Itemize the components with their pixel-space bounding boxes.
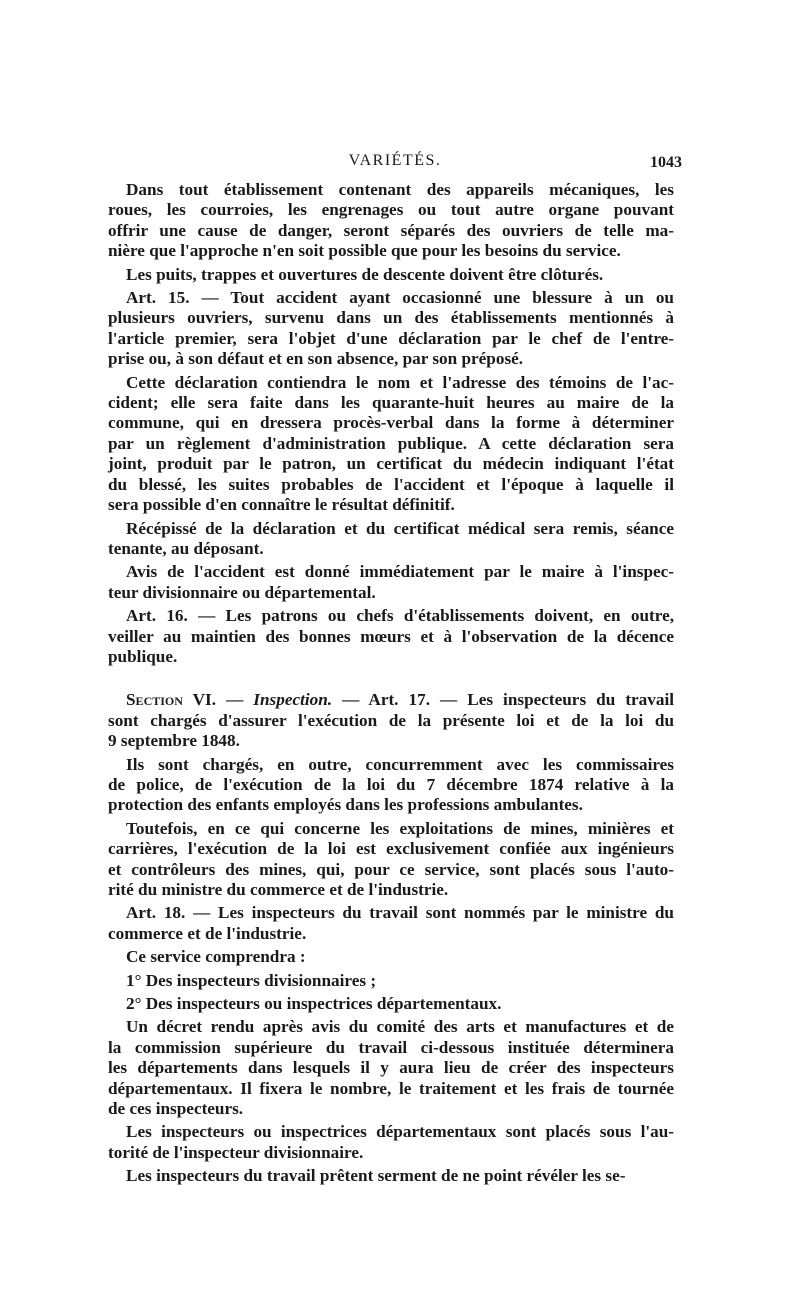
paragraph bbox=[108, 265, 674, 285]
text-line: sera possible d'en connaître le résultat définitif. bbox=[108, 495, 455, 515]
text-line: roues, les courroies, les engrenages ou tout autre organe pouvant bbox=[108, 200, 674, 220]
text-line: Les inspecteurs du travail prêtent serment de ne point révéler les se- bbox=[126, 1166, 626, 1186]
text-line: nière que l'approche n'en soit possible que pour les besoins du service. bbox=[108, 241, 621, 261]
paragraph bbox=[108, 819, 674, 901]
text-line: prise ou, à son défaut et en son absence, par son préposé. bbox=[108, 349, 524, 369]
section-dash: — bbox=[216, 690, 254, 710]
text-line: les départements dans lesquels il y aura lieu de créer des inspecteurs bbox=[108, 1058, 674, 1078]
text-line: la commission supérieure du travail ci-dessous instituée déterminera bbox=[108, 1037, 674, 1057]
text-line: de ces inspecteurs. bbox=[108, 1099, 244, 1119]
paragraph bbox=[108, 1017, 674, 1119]
text-line: Récépissé de la déclaration et du certificat médical sera remis, séance bbox=[126, 518, 674, 538]
running-title: VARIÉTÉS. bbox=[348, 152, 442, 169]
text-line: offrir une cause de danger, seront séparés des ouvriers de telle ma- bbox=[108, 220, 674, 240]
text-block-2 bbox=[108, 755, 674, 1187]
text-line: commerce et de l'industrie. bbox=[108, 923, 307, 943]
text-line: Cette déclaration contiendra le nom et l'adresse des témoins de l'ac- bbox=[126, 372, 674, 392]
text-line: Les puits, trappes et ouvertures de descente doivent être clôturés. bbox=[126, 264, 604, 284]
text-line: protection des enfants employés dans les professions ambulantes. bbox=[108, 795, 583, 815]
paragraph bbox=[108, 373, 674, 516]
paragraph bbox=[108, 1166, 674, 1186]
page-number: 1043 bbox=[650, 154, 682, 171]
paragraph bbox=[108, 562, 674, 603]
text-line: sont chargés d'assurer l'exécution de la présente loi et de la loi du bbox=[108, 710, 674, 730]
paragraph bbox=[108, 519, 674, 560]
text-line: Dans tout établissement contenant des appareils mécaniques, les bbox=[126, 180, 674, 199]
paragraph bbox=[108, 971, 674, 991]
paragraph bbox=[108, 1122, 674, 1163]
text-line: Les inspecteurs ou inspectrices départementaux sont placés sous l'au- bbox=[126, 1122, 674, 1142]
text-line: publique. bbox=[108, 646, 178, 666]
text-block-1 bbox=[108, 180, 674, 667]
paragraph bbox=[108, 994, 674, 1014]
page-body bbox=[108, 180, 674, 1190]
paragraph bbox=[108, 755, 674, 816]
text-line: cident; elle sera faite dans les quarante-huit heures au maire de la bbox=[108, 393, 674, 413]
section-heading-paragraph bbox=[108, 690, 674, 751]
text-line: 1° Des inspecteurs divisionnaires ; bbox=[126, 970, 377, 990]
paragraph bbox=[108, 288, 674, 370]
text-line: Ils sont chargés, en outre, concurremment avec les commissaires bbox=[126, 754, 674, 774]
text-line: commune, qui en dressera procès-verbal dans la forme à déterminer bbox=[108, 413, 674, 433]
text-line: carrières, l'exécution de la loi est exclusivement confiée aux ingénieurs bbox=[108, 839, 674, 859]
paragraph bbox=[108, 606, 674, 667]
text-line: de police, de l'exécution de la loi du 7 décembre 1874 relative à la bbox=[108, 774, 674, 794]
paragraph bbox=[108, 947, 674, 967]
text-line: l'article premier, sera l'objet d'une déclaration par le chef de l'entre- bbox=[108, 328, 674, 348]
text-line: tenante, au déposant. bbox=[108, 538, 264, 558]
text-line: Art. 16. — Les patrons ou chefs d'établissements doivent, en outre, bbox=[126, 606, 674, 626]
text-line: du blessé, les suites probables de l'accident et l'époque à laquelle il bbox=[108, 474, 674, 494]
text-line: Ce service comprendra : bbox=[126, 947, 306, 967]
paragraph bbox=[108, 903, 674, 944]
text-line: plusieurs ouvriers, survenu dans un des établissements mentionnés à bbox=[108, 308, 674, 328]
text-line: Avis de l'accident est donné immédiatement par le maire à l'inspec- bbox=[126, 562, 674, 582]
text-line: veiller au maintien des bonnes mœurs et à l'observation de la décence bbox=[108, 626, 674, 646]
page-header bbox=[108, 152, 682, 178]
text-line: départementaux. Il fixera le nombre, le traitement et les frais de tournée bbox=[108, 1078, 674, 1098]
section-spacer bbox=[108, 670, 674, 690]
text-line: Art. 15. — Tout accident ayant occasionné une blessure à un ou bbox=[126, 288, 674, 308]
section-label: Section VI. bbox=[126, 690, 217, 710]
text-line: rité du ministre du commerce et de l'industrie. bbox=[108, 880, 449, 899]
section-first-line-rest: — Art. 17. — Les inspecteurs du travail bbox=[332, 690, 674, 710]
text-line: 2° Des inspecteurs ou inspectrices départementaux. bbox=[126, 994, 502, 1014]
text-line: joint, produit par le patron, un certificat du médecin indiquant l'état bbox=[108, 454, 674, 474]
text-line: teur divisionnaire ou départemental. bbox=[108, 582, 376, 602]
text-line: torité de l'inspecteur divisionnaire. bbox=[108, 1142, 364, 1162]
section-title: Inspection. bbox=[253, 690, 333, 710]
text-line: et contrôleurs des mines, qui, pour ce service, sont placés sous l'auto- bbox=[108, 859, 674, 879]
text-line: Toutefois, en ce qui concerne les exploitations de mines, minières et bbox=[126, 818, 674, 838]
text-line: Un décret rendu après avis du comité des arts et manufactures et de bbox=[126, 1017, 674, 1037]
text-line: 9 septembre 1848. bbox=[108, 731, 240, 751]
text-line: par un règlement d'administration publique. A cette déclaration sera bbox=[108, 433, 674, 453]
paragraph bbox=[108, 180, 674, 262]
text-line: Art. 18. — Les inspecteurs du travail sont nommés par le ministre du bbox=[126, 903, 674, 923]
text-line bbox=[108, 690, 674, 710]
